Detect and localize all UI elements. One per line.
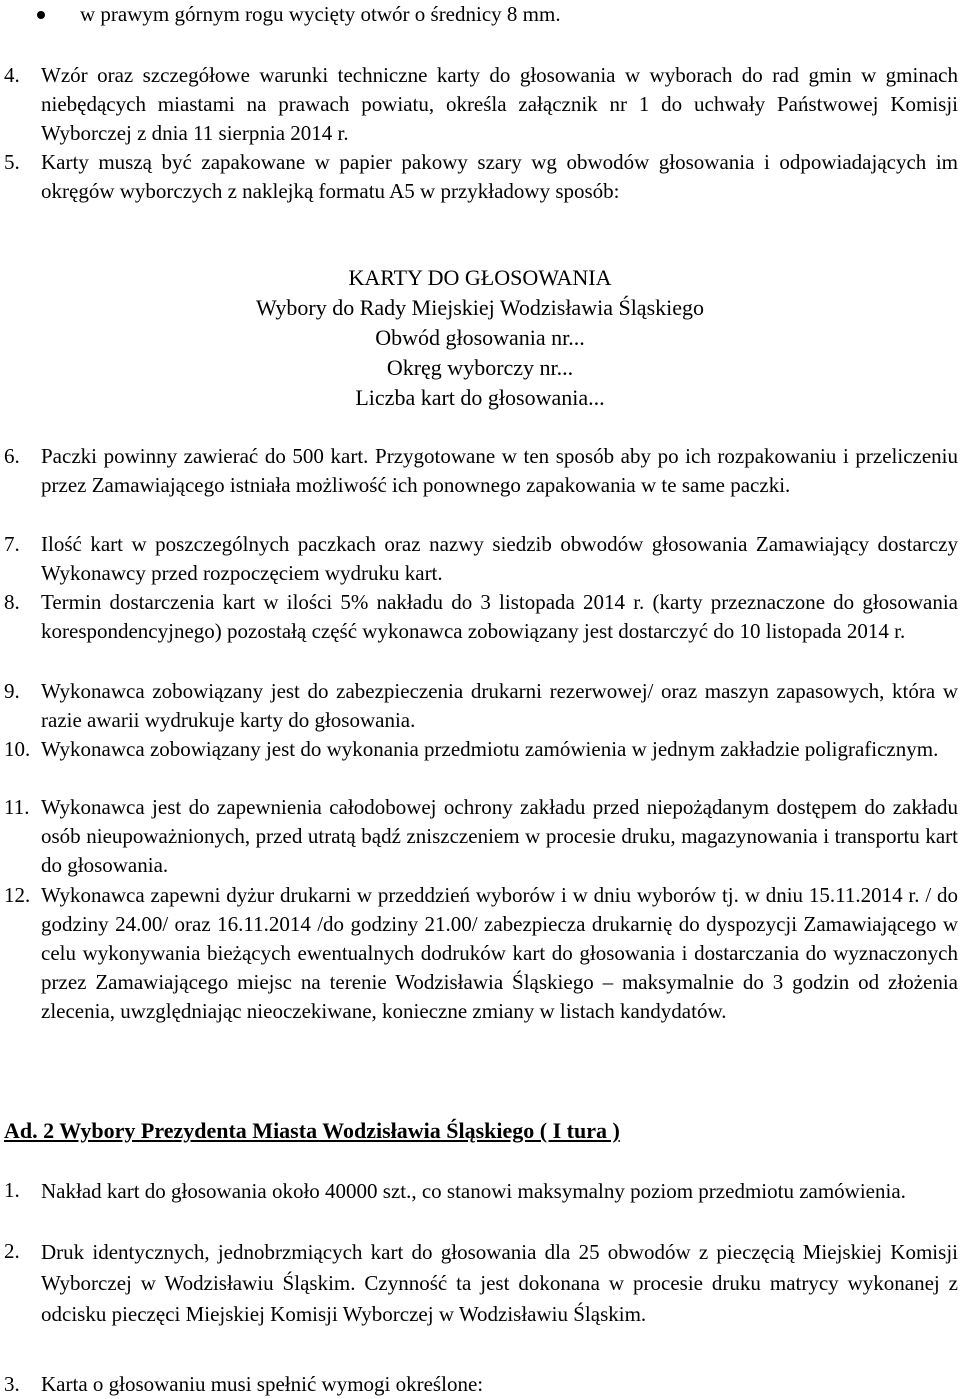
item-text: Wykonawca jest do zapewnienia całodobowej ochrony zakładu przed niepożądanym dostępem do zakładu osób nieupoważnionych, przed utratą bądź zniszczeniem w procesie druku, magazynowania i transportu kart do głosowania.	[41, 795, 958, 877]
item-text: Druk identycznych, jednobrzmiących kart do głosowania dla 25 obwodów z pieczęcią Miejskiej Komisji Wyborczej w Wodzisławiu Śląskim. Czynność ta jest dokonana w procesie druku matrycy wykonanej z odcisku pieczęci Miejskiej Komisji Wyborczej w Wodzisławiu Śląskim.	[41, 1240, 958, 1326]
item-text: Wykonawca zobowiązany jest do wykonania przedmiotu zamówienia w jednym zakładzie poligraficznym.	[41, 737, 939, 761]
item-number: 12.	[4, 883, 31, 907]
item-text: Paczki powinny zawierać do 500 kart. Przygotowane w ten sposób aby po ich rozpakowaniu i przeliczeniu przez Zamawiającego istniała możliwość ich ponownego zapakowania w te same paczki.	[41, 444, 958, 497]
item-number: 8.	[4, 590, 20, 614]
item-number: 3.	[4, 1372, 20, 1396]
item-number: 7.	[4, 532, 20, 556]
item-number: 2.	[4, 1239, 20, 1263]
label-line: Obwód głosowania nr...	[375, 325, 585, 350]
item-text: Nakład kart do głosowania około 40000 szt., co stanowi maksymalny poziom przedmiotu zamówienia.	[41, 1179, 906, 1203]
item-text: Karty muszą być zapakowane w papier pakowy szary wg obwodów głosowania i odpowiadających im okręgów wyborczych z naklejką formatu A5 w przykładowy sposób:	[41, 150, 958, 203]
section-heading: Ad. 2 Wybory Prezydenta Miasta Wodzisławia Śląskiego ( I tura )	[4, 1118, 620, 1143]
package-label	[0, 263, 960, 413]
item-number: 4.	[4, 63, 20, 87]
item-number: 6.	[4, 444, 20, 468]
label-line: Liczba kart do głosowania...	[355, 385, 605, 410]
item-text: Wzór oraz szczegółowe warunki techniczne karty do głosowania w wyborach do rad gmin w gminach niebędących miastami na prawach powiatu, określa załącznik nr 1 do uchwały Państwowej Komisji Wyborczej z dnia 11 sierpnia 2014 r.	[41, 63, 958, 145]
label-line: KARTY DO GŁOSOWANIA	[348, 265, 612, 290]
item-text: Ilość kart w poszczególnych paczkach oraz nazwy siedzib obwodów głosowania Zamawiający dostarczy Wykonawcy przed rozpoczęciem wydruku kart.	[41, 532, 958, 585]
bullet-text: w prawym górnym rogu wycięty otwór o średnicy 8 mm.	[80, 2, 561, 26]
label-line: Wybory do Rady Miejskiej Wodzisławia Śląskiego	[255, 295, 705, 320]
bullet-icon	[37, 11, 45, 19]
item-text: Wykonawca zapewni dyżur drukarni w przeddzień wyborów i w dniu wyborów tj. w dniu 15.11.2014 r. / do godziny 24.00/ oraz 16.11.2014 /do godziny 21.00/ zabezpiecza drukarnię do dyspozycji Zamawiającego w celu wykonywania bieżących ewentualnych dodruków kart do głosowania i dostarczania do wyznaczonych przez Zamawiającego miejsc na terenie Wodzisławia Śląskiego – maksymalnie do 3 godzin od złożenia zlecenia, uwzględniając nieoczekiwane, konieczne zmiany w listach kandydatów.	[41, 883, 958, 1023]
item-number: 5.	[4, 150, 20, 174]
item-number: 9.	[4, 679, 20, 703]
item-number: 1.	[4, 1178, 20, 1202]
item-text: Wykonawca zobowiązany jest do zabezpieczenia drukarni rezerwowej/ oraz maszyn zapasowych, która w razie awarii wydrukuje karty do głosowania.	[41, 679, 958, 732]
item-text: Karta o głosowaniu musi spełnić wymogi określone:	[41, 1372, 484, 1396]
label-line: Okręg wyborczy nr...	[386, 355, 574, 380]
item-text: Termin dostarczenia kart w ilości 5% nakładu do 3 listopada 2014 r. (karty przeznaczone do głosowania korespondencyjnego) pozostałą część wykonawca zobowiązany jest dostarczyć do 10 listopada 2014 r.	[41, 590, 958, 643]
item-number: 10.	[4, 737, 31, 761]
item-number: 11.	[4, 795, 30, 819]
